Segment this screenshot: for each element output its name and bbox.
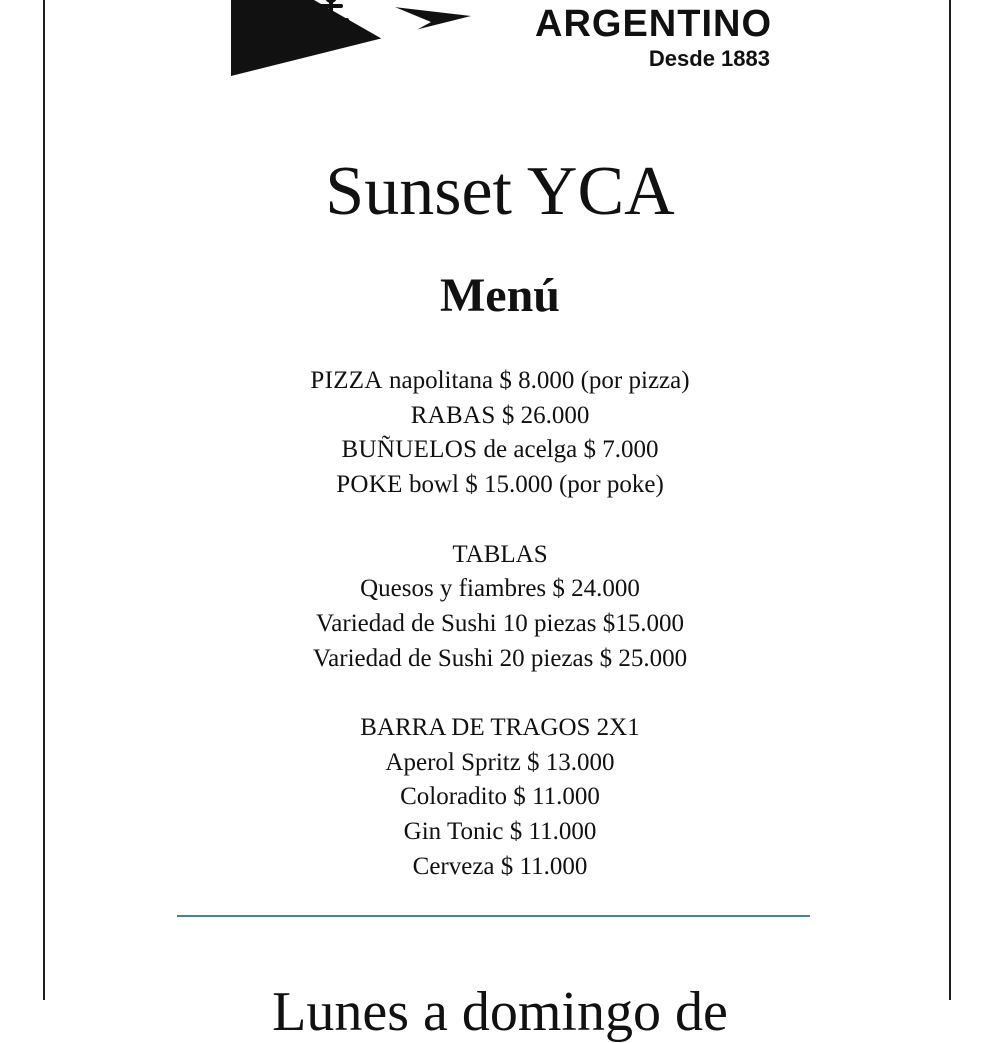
tablas-item: Variedad de Sushi 10 piezas $15.000 [316,609,684,637]
menu-item-name: POKE [336,471,403,499]
menu-item-detail: bowl $ 15.000 (por poke) [402,471,664,499]
menu-heading: Menú [440,269,560,322]
menu-item-bunuelos [0,433,1000,468]
menu-item-name: RABAS [410,401,496,429]
tablas-heading: TABLAS [452,540,548,568]
section-gap [0,676,1000,711]
menu-item-name: PIZZA [310,367,383,394]
menu-item-poke [0,468,1000,503]
barra-heading: BARRA DE TRAGOS 2X1 [360,714,640,741]
tablas-item: Variedad de Sushi 20 piezas $ 25.000 [312,644,688,672]
section-divider [177,915,810,917]
tablas-item: Quesos y fiambres $ 24.000 [360,575,640,603]
barra-item: Gin Tonic $ 11.000 [403,818,597,846]
brand-since: Desde 1883 [648,46,770,71]
barra-item: Coloradito $ 11.000 [400,783,600,811]
barra-item: Cerveza $ 11.000 [412,852,588,880]
menu-item-detail: de acelga $ 7.000 [477,436,659,464]
menu-item-detail: $ 26.000 [495,401,590,429]
menu-item-name: BUÑUELOS [341,436,478,464]
menu-item-pizza [0,364,1000,399]
schedule-text: Lunes a domingo de [272,981,728,1043]
menu-item-detail: napolitana $ 8.000 (por pizza) [382,367,690,394]
menu-list [0,364,1000,885]
brand-block [500,0,772,72]
burgee-flag-anchor-icon [231,0,471,78]
page-title: Sunset YCA [325,153,675,230]
menu-item-rabas [0,399,1000,434]
section-gap [0,503,1000,538]
barra-item: Aperol Spritz $ 13.000 [385,748,615,776]
brand-name: ARGENTINO [535,3,772,45]
